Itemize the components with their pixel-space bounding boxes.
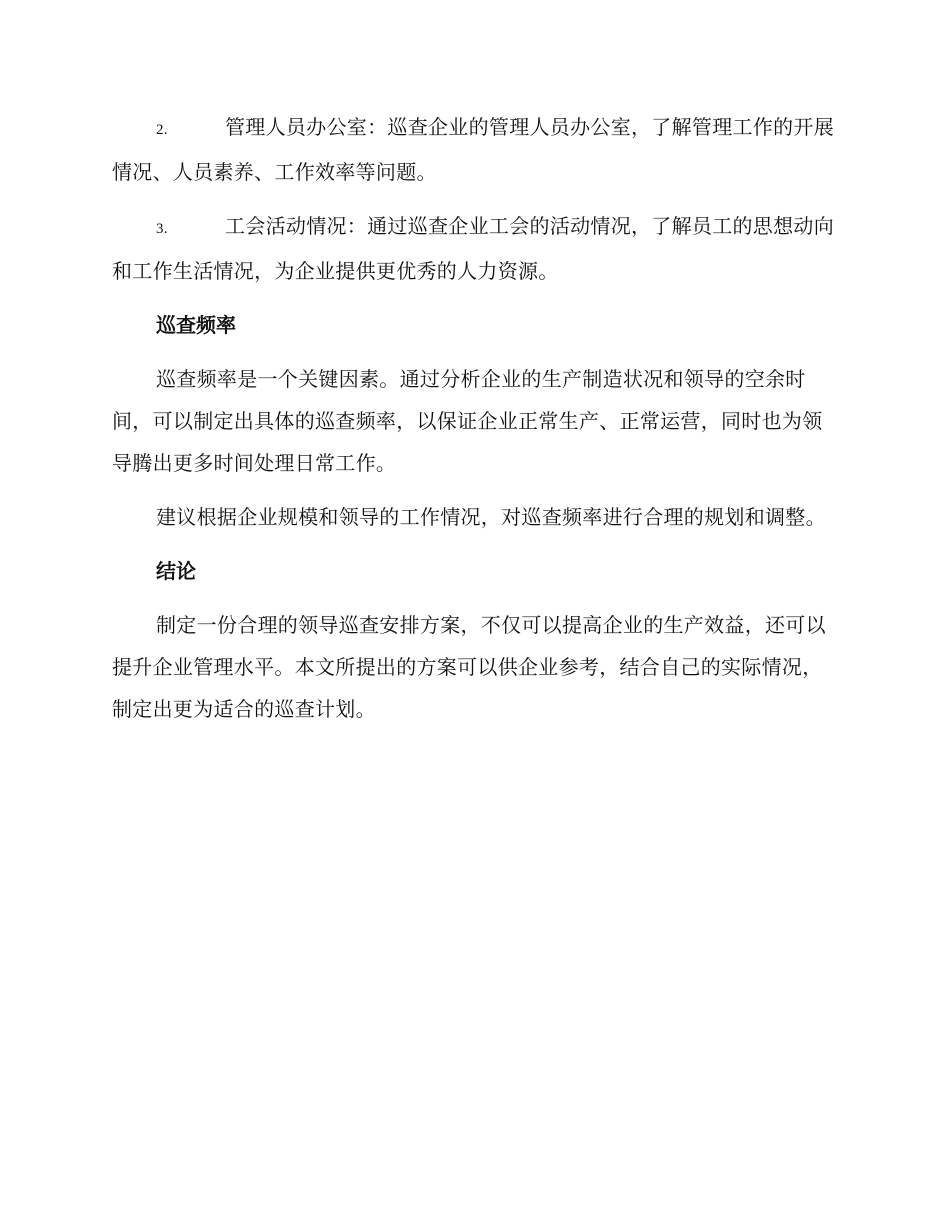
list-item-text: 工会活动情况：通过巡查企业工会的活动情况，了解员工的思想动向和工作生活情况，为企业提供更优秀的人力资源。	[112, 214, 834, 283]
paragraph-frequency-2: 建议根据企业规模和领导的工作情况，对巡查频率进行合理的规划和调整。	[156, 505, 826, 529]
list-item-office	[112, 106, 834, 193]
section-heading-frequency: 巡查频率	[156, 313, 236, 337]
paragraph-frequency-1: 巡查频率是一个关键因素。通过分析企业的生产制造状况和领导的空余时间，可以制定出具体的巡查频率，以保证企业正常生产、正常运营，同时也为领导腾出更多时间处理日常工作。	[112, 367, 823, 475]
list-item-union	[112, 205, 834, 292]
list-number: 2.	[156, 122, 168, 138]
document-page	[112, 106, 834, 730]
section-heading-conclusion: 结论	[156, 559, 196, 583]
list-item-text: 管理人员办公室：巡查企业的管理人员办公室，了解管理工作的开展情况、人员素养、工作效率等问题。	[112, 115, 834, 184]
list-number: 3.	[156, 221, 168, 237]
paragraph-conclusion: 制定一份合理的领导巡查安排方案，不仅可以提高企业的生产效益，还可以提升企业管理水平。本文所提出的方案可以供企业参考，结合自己的实际情况，制定出更为适合的巡查计划。	[112, 613, 826, 721]
